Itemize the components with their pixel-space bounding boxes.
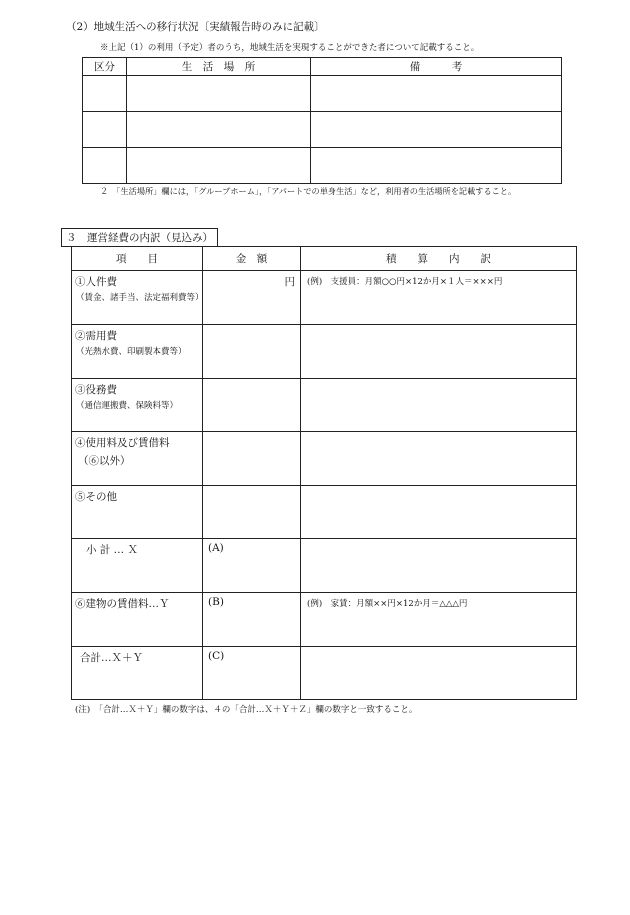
breakdown-text: (例) 支援員：月額○○円×12か月×１人＝×××円 (307, 277, 503, 287)
item-cell (72, 486, 203, 539)
table-row (72, 593, 577, 647)
table-row (72, 647, 577, 700)
remarks-cell[interactable] (311, 76, 562, 112)
section3-title: ３ 運営経費の内訳（見込み） (61, 228, 218, 247)
item-sublabel: （通信運搬費、保険料等） (76, 401, 179, 411)
header-living-place: 生 活 場 所 (127, 58, 311, 76)
item-sublabel: （⑥以外） (78, 455, 131, 467)
amount-cell[interactable] (203, 486, 301, 539)
operating-cost-table (71, 246, 577, 700)
remarks-cell[interactable] (311, 148, 562, 184)
amount-cell[interactable] (203, 271, 301, 325)
amount-cell[interactable] (203, 325, 301, 379)
table-row (72, 271, 577, 325)
item-cell (72, 539, 203, 593)
yen-unit: 円 (284, 276, 295, 288)
item-label: ⑥建物の賃借料…Ｙ (75, 598, 170, 610)
table-row (83, 76, 562, 112)
item-cell (72, 647, 203, 700)
header-breakdown: 積 算 内 訳 (301, 247, 577, 271)
living-place-cell[interactable] (127, 148, 311, 184)
amount-cell[interactable] (203, 647, 301, 700)
header-remarks: 備 考 (311, 58, 562, 76)
item-label: ⑤その他 (75, 491, 117, 503)
living-place-header-row (83, 58, 562, 76)
breakdown-cell[interactable] (301, 647, 577, 700)
amount-cell[interactable] (203, 379, 301, 432)
item-cell (72, 379, 203, 432)
header-amount: 金 額 (203, 247, 301, 271)
item-label: ②需用費 (75, 330, 117, 342)
item-cell (72, 432, 203, 486)
breakdown-cell[interactable] (301, 593, 577, 647)
cost-header-row (72, 247, 577, 271)
breakdown-cell[interactable] (301, 539, 577, 593)
category-cell[interactable] (83, 148, 127, 184)
breakdown-text: (例) 家賃：月額××円×12か月＝△△△円 (307, 599, 468, 609)
section2-note2: ２ 「生活場所」欄には，「グループホーム」，「アパートでの単身生活」など，利用者の生活場所を記載すること。 (100, 186, 517, 196)
item-cell (72, 325, 203, 379)
remarks-cell[interactable] (311, 112, 562, 148)
table-row (83, 148, 562, 184)
amount-letter: (C) (208, 650, 225, 662)
amount-cell[interactable] (203, 539, 301, 593)
table-row (72, 486, 577, 539)
breakdown-cell[interactable] (301, 379, 577, 432)
table-row (72, 379, 577, 432)
category-cell[interactable] (83, 112, 127, 148)
item-cell (72, 593, 203, 647)
item-label: ③役務費 (75, 384, 117, 396)
amount-cell[interactable] (203, 432, 301, 486)
breakdown-cell[interactable] (301, 271, 577, 325)
item-label: 合計…Ｘ＋Ｙ (80, 652, 143, 664)
breakdown-cell[interactable] (301, 432, 577, 486)
amount-letter: (A) (208, 542, 224, 554)
item-label: ④使用料及び賃借料 (75, 437, 170, 449)
item-cell (72, 271, 203, 325)
category-cell[interactable] (83, 76, 127, 112)
item-sublabel: （光熱水費、印刷製本費等） (76, 347, 187, 357)
living-place-table (82, 57, 562, 184)
table-row (83, 112, 562, 148)
table-row (72, 325, 577, 379)
breakdown-cell[interactable] (301, 486, 577, 539)
living-place-cell[interactable] (127, 76, 311, 112)
section3-footnote: (注) 「合計…Ｘ＋Ｙ」欄の数字は、４の「合計…Ｘ＋Ｙ＋Ｚ」欄の数字と一致すること。 (75, 705, 418, 715)
breakdown-cell[interactable] (301, 325, 577, 379)
item-label: ①人件費 (75, 276, 117, 288)
header-category: 区分 (83, 58, 127, 76)
item-sublabel: （賃金、諸手当、法定福利費等） (76, 293, 204, 303)
header-item: 項 目 (72, 247, 203, 271)
section2-note1: ※上記（1）の利用（予定）者のうち，地域生活を実現することができた者について記載すること。 (100, 43, 480, 53)
living-place-cell[interactable] (127, 112, 311, 148)
section2-title: （2）地域生活への移行状況〔実績報告時のみに記載〕 (66, 21, 325, 33)
amount-letter: (B) (208, 596, 224, 608)
table-row (72, 539, 577, 593)
item-label: 小 計 … Ｘ (86, 544, 139, 556)
table-row (72, 432, 577, 486)
amount-cell[interactable] (203, 593, 301, 647)
